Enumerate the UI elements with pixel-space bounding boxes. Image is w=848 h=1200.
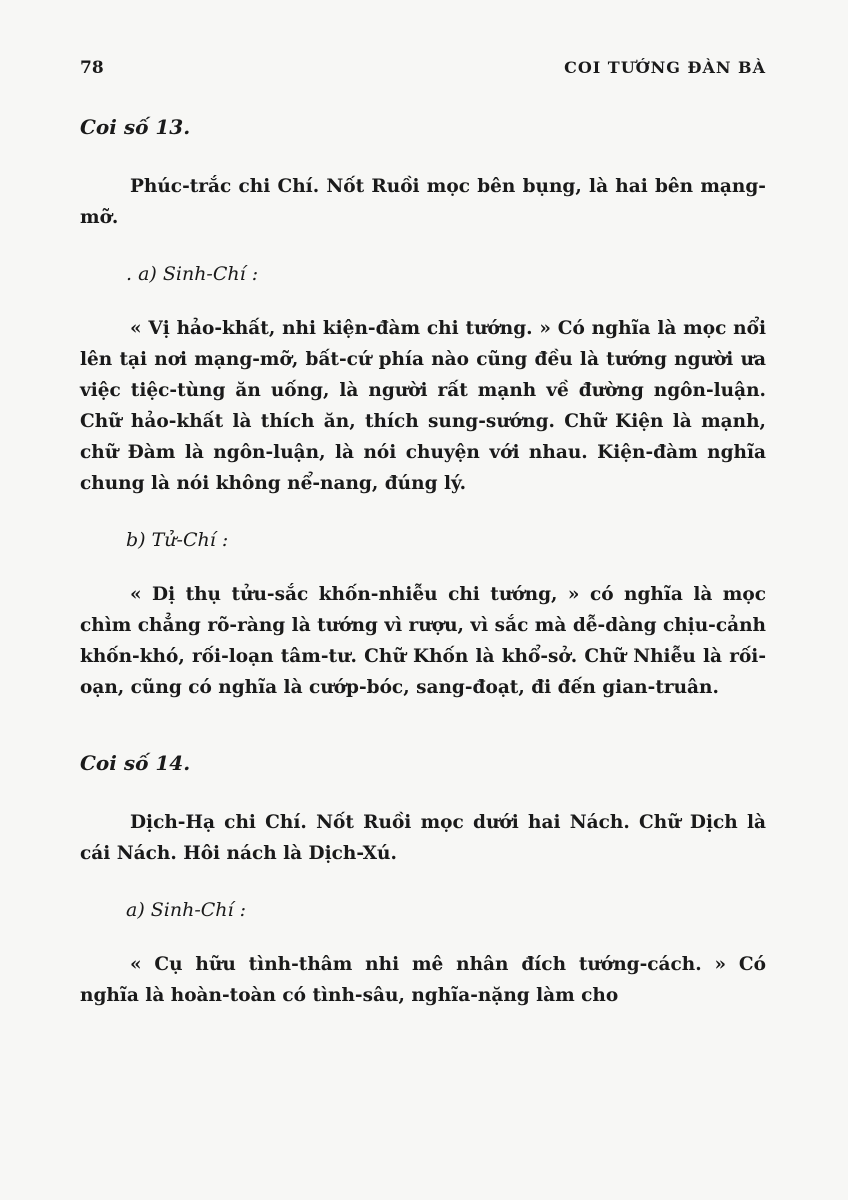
page-content — [80, 115, 766, 1041]
subheading-sinh-chi: a) Sinh-Chí : — [126, 899, 247, 921]
intro-term: Phúc-trắc chi Chí. — [130, 176, 320, 197]
intro-term: Dịch-Hạ chi Chí. — [130, 812, 307, 833]
section-intro — [80, 807, 766, 869]
section-intro — [80, 171, 766, 233]
page-number: 78 — [80, 58, 104, 78]
paragraph-sinh-chi: « Vị hảo-khất, nhi kiện-đàm chi tướng. » Có nghĩa là mọc nổi lên tại nơi mạng-mỡ, bất-cứ phía nào cũng đều là tướng người ưa việc tiệc-tùng ăn uống, là người rất mạnh về đường ngôn-luận. Chữ hảo-khất là thích ăn, thích sung-sướng. Chữ Kiện là mạnh, chữ Đàm là ngôn-luận, là nói chuyện với nhau. Kiện-đàm nghĩa chung là nói không nể-nang, đúng lý. — [80, 318, 766, 494]
intro-text: Nốt Ruồi mọc dưới hai Nách. Chữ Dịch là cái Nách. Hôi nách là Dịch-Xú. — [80, 812, 766, 864]
section-title: Coi số 14. — [80, 751, 191, 775]
paragraph-tu-chi: « Dị thụ tửu-sắc khốn-nhiễu chi tướng, » có nghĩa là mọc chìm chẳng rõ-ràng là tướng vì rượu, vì sắc mà dễ-dàng chịu-cảnh khốn-khó, rối-loạn tâm-tư. Chữ Khốn là khổ-sở. Chữ Nhiễu là rối-oạn, cũng có nghĩa là cướp-bóc, sang-đoạt, đi đến gian-truân. — [80, 584, 766, 698]
intro-text: Nốt Ruồi mọc bên bụng, là hai bên mạng-mỡ. — [80, 176, 766, 228]
subheading-sinh-chi: . a) Sinh-Chí : — [126, 263, 259, 285]
subheading-tu-chi: b) Tử-Chí : — [126, 529, 229, 551]
page-header — [80, 58, 766, 78]
paragraph-sinh-chi: « Cụ hữu tình-thâm nhi mê nhân đích tướng-cách. » Có nghĩa là hoàn-toàn có tình-sâu, nghĩa-nặng làm cho — [80, 954, 766, 1006]
running-head: COI TƯỚNG ĐÀN BÀ — [564, 58, 766, 77]
section-title: Coi số 13. — [80, 115, 191, 139]
